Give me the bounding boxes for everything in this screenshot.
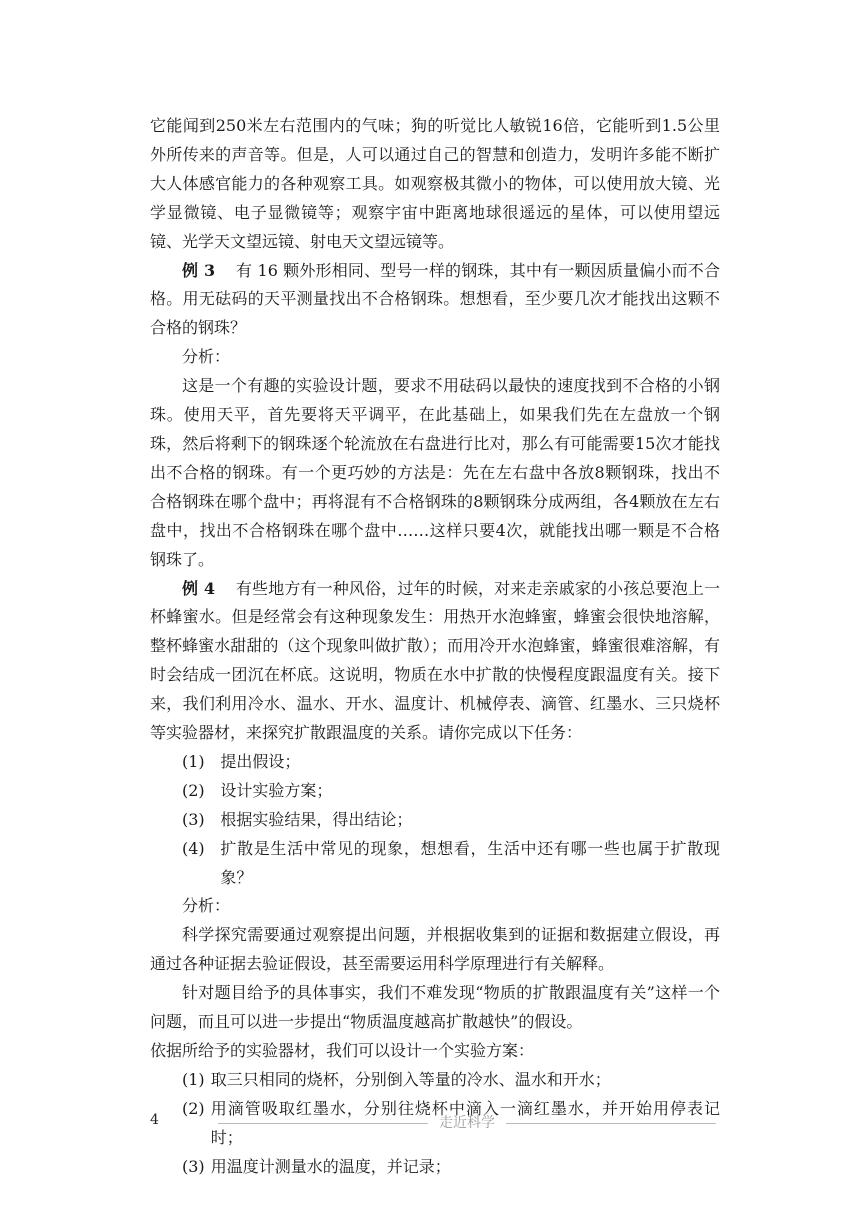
- analysis-heading-2: 分析：: [182, 896, 231, 916]
- paragraph-observation-tools: 它能闻到250米左右范围内的气味；狗的听觉比人敏锐16倍，它能听到1.5公里外所传来的声音等。但是，人可以通过自己的智慧和创造力，发明许多能不断扩大人体感官能力的各种观察工具。如观察极其微小的物体，可以使用放大镜、光学显微镜、电子显微镜等；观察宇宙中距离地球很遥远的星体，可以使用望远镜、光学天文望远镜、射电天文望远镜等。: [150, 116, 720, 251]
- step-number: (2): [182, 1098, 205, 1118]
- task-text: 根据实验结果，得出结论；: [220, 809, 413, 829]
- task-number: (3): [182, 809, 205, 829]
- footer-title: 走近科学: [439, 1115, 495, 1131]
- step-item: [150, 1066, 720, 1095]
- task-item: [150, 777, 720, 806]
- task-item: [150, 835, 720, 893]
- analysis-heading-1: 分析：: [182, 347, 231, 367]
- task-item: [150, 806, 720, 835]
- task-item: [150, 748, 720, 777]
- task-number: (4): [182, 838, 205, 858]
- page-footer: [150, 1112, 720, 1136]
- example-3-text: 有 16 颗外形相同、型号一样的钢珠，其中有一颗因质量偏小而不合格。用无砝码的天平测量找出不合格钢珠。想想看，至少要几次才能找出这颗不合格的钢珠？: [150, 260, 720, 338]
- step-text: 取三只相同的烧杯，分别倒入等量的冷水、温水和开水；: [210, 1069, 611, 1089]
- task-text: 设计实验方案；: [220, 780, 333, 800]
- task-number: (1): [182, 751, 205, 771]
- example-3-analysis: 这是一个有趣的实验设计题，要求不用砝码以最快的速度找到不合格的小钢珠。使用天平，首先要将天平调平，在此基础上，如果我们先在左盘放一个钢珠，然后将剩下的钢珠逐个轮流放在右盘进行比对，那么有可能需要15次才能找出不合格的钢珠。有一个更巧妙的方法是：先在左右盘中各放8颗钢珠，找出不合格钢珠在哪个盘中；再将混有不合格钢珠的8颗钢珠分成两组，各4颗放在左右盘中，找出不合格钢珠在哪个盘中……这样只要4次，就能找出哪一颗是不合格钢珠了。: [150, 376, 720, 569]
- footer-divider-left: [218, 1123, 428, 1124]
- paragraph-hypothesis: 针对题目给予的具体事实，我们不难发现“物质的扩散跟温度有关”这样一个问题，而且可以进一步提出“物质温度越高扩散越快”的假设。: [150, 983, 720, 1032]
- step-text: 用温度计测量水的温度，并记录；: [210, 1156, 451, 1176]
- footer-divider-right: [506, 1123, 716, 1124]
- task-text: 提出假设；: [220, 751, 301, 771]
- page-content: [150, 112, 720, 1182]
- paragraph-scientific-inquiry: 科学探究需要通过观察提出问题，并根据收集到的证据和数据建立假设，再通过各种证据去验证假设，甚至需要运用科学原理进行有关解释。: [150, 925, 720, 974]
- example-3-label: 例 3: [182, 260, 216, 280]
- step-item: [150, 1153, 720, 1182]
- task-number: (2): [182, 780, 205, 800]
- example-4: [150, 575, 720, 748]
- task-list: [150, 748, 720, 893]
- task-text: 扩散是生活中常见的现象，想想看，生活中还有哪一些也属于扩散现象？: [220, 838, 720, 887]
- example-3: [150, 257, 720, 344]
- paragraph-plan-intro: 依据所给予的实验器材，我们可以设计一个实验方案：: [150, 1041, 535, 1060]
- page-number: 4: [150, 1112, 159, 1128]
- step-number: (3): [182, 1156, 205, 1176]
- example-4-text: 有些地方有一种风俗，过年的时候，对来走亲戚家的小孩总要泡上一杯蜂蜜水。但是经常会有这种现象发生：用热开水泡蜂蜜，蜂蜜会很快地溶解，整杯蜂蜜水甜甜的（这个现象叫做扩散）；而用冷开水泡蜂蜜，蜂蜜很难溶解，有时会结成一团沉在杯底。这说明，物质在水中扩散的快慢程度跟温度有关。接下来，我们利用冷水、温水、开水、温度计、机械停表、滴管、红墨水、三只烧杯等实验器材，来探究扩散跟温度的关系。请你完成以下任务：: [150, 578, 720, 743]
- step-text: 用滴管吸取红墨水，分别往烧杯中滴入一滴红墨水，并开始用停表记时；: [210, 1098, 720, 1147]
- example-4-label: 例 4: [182, 578, 215, 598]
- step-number: (1): [182, 1069, 205, 1089]
